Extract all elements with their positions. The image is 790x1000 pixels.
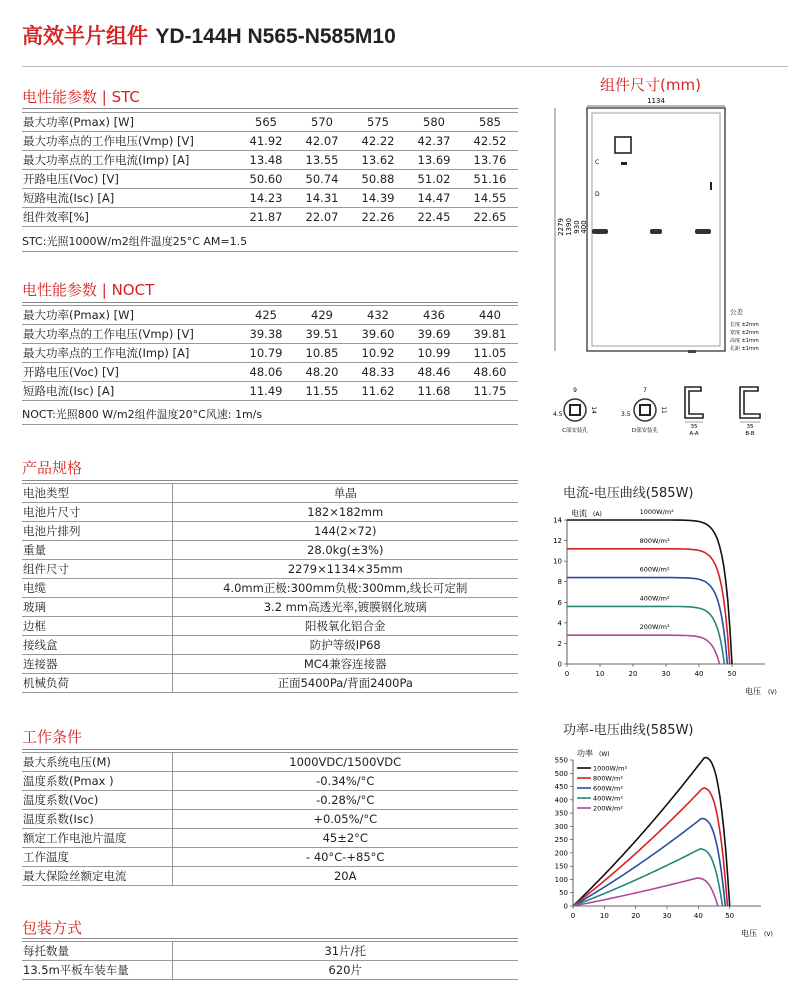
pv-1-x-tick-label: 50: [725, 912, 735, 920]
iv-0-y-tick-label: 10: [553, 557, 562, 566]
table-row: [22, 617, 518, 636]
stc-row-label: 最大功率(Pmax) [W]: [22, 113, 238, 132]
stc-cell: 13.48: [238, 151, 294, 170]
specs-row-value: 28.0kg(±3%): [172, 541, 518, 560]
pv-1-x-unit: (V): [764, 931, 773, 938]
pv-1-y-tick-label: 300: [554, 822, 568, 831]
stc-cell: 565: [238, 113, 294, 132]
noct-cell: 11.75: [462, 382, 518, 401]
stc-cell: 580: [406, 113, 462, 132]
table-row: [22, 829, 518, 848]
noct-cell: 39.60: [350, 325, 406, 344]
svg-text:35: 35: [690, 424, 698, 430]
noct-cell: 425: [238, 306, 294, 325]
iv-0-series-line: [567, 578, 727, 664]
pv-1-y-unit: (W): [599, 751, 610, 758]
noct-table: [22, 305, 518, 401]
pv-1-y-tick-label: 50: [559, 889, 568, 898]
table-row: [22, 961, 518, 980]
iv-legend-label: 400W/m²: [639, 594, 670, 603]
table-row: [22, 132, 518, 151]
cable-right: [695, 229, 711, 234]
conditions-row-value: -0.28%/°C: [172, 791, 518, 810]
pv-1-y-tick-label: 0: [563, 902, 568, 911]
noct-cell: 48.46: [406, 363, 462, 382]
noct-cell: 10.99: [406, 344, 462, 363]
pv-legend-label: 200W/m²: [593, 804, 623, 813]
stc-row-label: 开路电压(Voc) [V]: [22, 170, 238, 189]
noct-row-label: 最大功率(Pmax) [W]: [22, 306, 238, 325]
specs-row-label: 电池片尺寸: [22, 503, 172, 522]
table-row: [22, 503, 518, 522]
conditions-row-label: 最大保险丝额定电流: [22, 867, 172, 886]
iv-0-y-tick-label: 2: [557, 639, 562, 648]
stc-cell: 13.62: [350, 151, 406, 170]
noct-cell: 10.92: [350, 344, 406, 363]
noct-cell: 10.85: [294, 344, 350, 363]
table-row: [22, 674, 518, 693]
stc-cell: 42.52: [462, 132, 518, 151]
noct-note: NOCT:光照800 W/m2组件温度20°C风速: 1m/s: [22, 408, 263, 421]
packaging-row-label: 13.5m平板车装车量: [22, 961, 172, 980]
iv-0-y-tick-label: 14: [553, 516, 562, 525]
page-title: [22, 20, 396, 50]
noct-row-label: 最大功率点的工作电压(Vmp) [V]: [22, 325, 238, 344]
stc-heading: 电性能参数 | STC: [22, 88, 140, 106]
stc-cell: 51.02: [406, 170, 462, 189]
specs-row-value: 2279×1134×35mm: [172, 560, 518, 579]
svg-text:4.5: 4.5: [553, 411, 563, 418]
specs-row-label: 接线盒: [22, 636, 172, 655]
table-row: [22, 942, 518, 961]
table-row: [22, 655, 518, 674]
stc-cell: 14.39: [350, 189, 406, 208]
dimensions-title: 组件尺寸(mm): [600, 76, 701, 94]
width-label: 1134: [647, 97, 665, 105]
noct-cell: 11.49: [238, 382, 294, 401]
table-row: [22, 344, 518, 363]
tolerance-width: 宽度 ±2mm: [730, 330, 759, 336]
noct-cell: 11.55: [294, 382, 350, 401]
hole-label-c: C: [595, 159, 600, 166]
specs-row-label: 重量: [22, 541, 172, 560]
conditions-heading-line: [22, 749, 518, 750]
specs-row-value: 144(2×72): [172, 522, 518, 541]
detail-d-label: D部安装孔: [631, 428, 659, 434]
specs-row-label: 边框: [22, 617, 172, 636]
iv-0-x-tick-label: 40: [694, 670, 704, 678]
stc-heading-line: [22, 108, 518, 109]
noct-cell: 39.51: [294, 325, 350, 344]
title-cn: 高效半片组件: [22, 24, 148, 48]
cable-left: [592, 229, 608, 234]
detail-d: [621, 387, 667, 434]
iv-0-series-line: [567, 635, 720, 664]
table-row: [22, 363, 518, 382]
conditions-row-value: 1000VDC/1500VDC: [172, 753, 518, 772]
noct-heading: 电性能参数 | NOCT: [22, 281, 155, 299]
table-row: [22, 306, 518, 325]
conditions-row-label: 温度系数(Voc): [22, 791, 172, 810]
table-row: [22, 325, 518, 344]
stc-cell: 14.47: [406, 189, 462, 208]
specs-row-label: 玻璃: [22, 598, 172, 617]
stc-note-line: [22, 251, 518, 252]
iv-0-x-label: 电压: [745, 687, 761, 696]
specs-row-label: 组件尺寸: [22, 560, 172, 579]
table-row: [22, 560, 518, 579]
specs-row-value: 阳极氧化铝合金: [172, 617, 518, 636]
svg-text:3.5: 3.5: [621, 411, 631, 418]
pv-1-y-label: 功率: [577, 749, 593, 758]
noct-cell: 436: [406, 306, 462, 325]
conditions-table: [22, 752, 518, 886]
iv-legend-label: 800W/m²: [639, 536, 670, 545]
noct-row-label: 短路电流(Isc) [A]: [22, 382, 238, 401]
pv-1-y-tick-label: 450: [554, 783, 568, 792]
noct-heading-line: [22, 302, 518, 303]
packaging-row-label: 每托数量: [22, 942, 172, 961]
noct-cell: 48.06: [238, 363, 294, 382]
pv-1-y-tick-label: 250: [554, 836, 568, 845]
stc-cell: 51.16: [462, 170, 518, 189]
stc-cell: 21.87: [238, 208, 294, 227]
stc-cell: 50.88: [350, 170, 406, 189]
table-row: [22, 848, 518, 867]
specs-row-value: 正面5400Pa/背面2400Pa: [172, 674, 518, 693]
stc-cell: 575: [350, 113, 406, 132]
svg-text:11: 11: [660, 406, 667, 414]
stc-row-label: 最大功率点的工作电压(Vmp) [V]: [22, 132, 238, 151]
detail-c: [553, 387, 597, 434]
pv-legend-label: 1000W/m²: [593, 764, 628, 773]
noct-cell: 440: [462, 306, 518, 325]
conditions-row-value: 45±2°C: [172, 829, 518, 848]
pv-legend-label: 400W/m²: [593, 794, 623, 803]
tolerance-height: 高度 ±1mm: [730, 338, 759, 344]
stc-cell: 570: [294, 113, 350, 132]
iv-0-y-tick-label: 8: [557, 578, 562, 587]
iv-0-y-label: 电流: [571, 509, 587, 518]
stc-cell: 41.92: [238, 132, 294, 151]
tolerance-length: 长度 ±2mm: [730, 322, 759, 328]
stc-cell: 50.60: [238, 170, 294, 189]
stc-cell: 13.76: [462, 151, 518, 170]
noct-cell: 432: [350, 306, 406, 325]
noct-row-label: 开路电压(Voc) [V]: [22, 363, 238, 382]
packaging-heading: 包装方式: [22, 919, 83, 937]
table-row: [22, 579, 518, 598]
height-label-930: 930: [573, 220, 581, 234]
pv-1-y-tick-label: 200: [554, 849, 568, 858]
packaging-row-value: 620片: [172, 961, 518, 980]
packaging-heading-line: [22, 938, 518, 939]
table-row: [22, 484, 518, 503]
conditions-row-value: - 40°C-+85°C: [172, 848, 518, 867]
noct-note-line: [22, 424, 518, 425]
stc-cell: 22.45: [406, 208, 462, 227]
stc-table: [22, 112, 518, 227]
packaging-table: [22, 941, 518, 980]
stc-cell: 13.55: [294, 151, 350, 170]
stc-row-label: 组件效率[%]: [22, 208, 238, 227]
height-label-400: 400: [580, 220, 588, 234]
noct-cell: 39.69: [406, 325, 462, 344]
pv-1-y-tick-label: 150: [554, 862, 568, 871]
junction-box: [615, 137, 631, 153]
table-row: [22, 382, 518, 401]
section-b-label: B-B: [745, 431, 755, 437]
specs-row-value: 4.0mm正极:300mm负极:300mm,线长可定制: [172, 579, 518, 598]
label-marker: [621, 162, 627, 165]
table-row: [22, 772, 518, 791]
section-b-b: [740, 387, 760, 437]
iv-legend-label: 200W/m²: [639, 623, 670, 632]
tolerance-title: 公差: [730, 308, 743, 316]
stc-cell: 22.65: [462, 208, 518, 227]
stc-cell: 42.22: [350, 132, 406, 151]
pv-1-y-tick-label: 500: [554, 769, 568, 778]
stc-cell: 14.55: [462, 189, 518, 208]
mount-hole-right: [710, 182, 712, 190]
table-row: [22, 598, 518, 617]
conditions-row-value: 20A: [172, 867, 518, 886]
noct-row-label: 最大功率点的工作电流(Imp) [A]: [22, 344, 238, 363]
specs-row-value: 182×182mm: [172, 503, 518, 522]
iv-legend-label: 1000W/m²: [639, 508, 674, 516]
svg-text:14: 14: [590, 406, 597, 414]
table-row: [22, 810, 518, 829]
height-label-2279: 2279: [557, 218, 565, 236]
pv-legend-label: 600W/m²: [593, 784, 623, 793]
table-row: [22, 189, 518, 208]
stc-cell: 22.07: [294, 208, 350, 227]
stc-cell: 13.69: [406, 151, 462, 170]
stc-row-label: 最大功率点的工作电流(Imp) [A]: [22, 151, 238, 170]
pv-1-y-tick-label: 350: [554, 809, 568, 818]
iv-0-x-unit: (V): [768, 689, 777, 696]
table-row: [22, 541, 518, 560]
conditions-row-label: 温度系数(Pmax ): [22, 772, 172, 791]
stc-cell: 50.74: [294, 170, 350, 189]
stc-note: STC:光照1000W/m2组件温度25°C AM=1.5: [22, 235, 248, 248]
specs-row-value: 单晶: [172, 484, 518, 503]
pv-1-y-tick-label: 550: [554, 756, 568, 765]
table-row: [22, 113, 518, 132]
specs-row-label: 电缆: [22, 579, 172, 598]
svg-text:9: 9: [573, 387, 577, 394]
iv-0-x-tick-label: 10: [595, 670, 605, 678]
noct-cell: 10.79: [238, 344, 294, 363]
pv-1-y-tick-label: 400: [554, 796, 568, 805]
table-row: [22, 636, 518, 655]
conditions-row-label: 最大系统电压(M): [22, 753, 172, 772]
specs-heading: 产品规格: [22, 459, 83, 477]
pv-1-series-line: [573, 818, 725, 906]
noct-cell: 11.05: [462, 344, 518, 363]
iv-chart-title: 电流-电压曲线(585W): [563, 486, 694, 501]
stc-cell: 22.26: [350, 208, 406, 227]
specs-row-label: 连接器: [22, 655, 172, 674]
iv-0-y-tick-label: 6: [557, 598, 562, 607]
tolerance-pitch: 孔距 ±1mm: [730, 346, 759, 352]
specs-row-label: 机械负荷: [22, 674, 172, 693]
table-row: [22, 151, 518, 170]
iv-chart: [535, 505, 785, 696]
iv-0-y-tick-label: 0: [557, 660, 562, 669]
table-row: [22, 170, 518, 189]
header-divider: [22, 66, 788, 67]
iv-0-y-tick-label: 12: [553, 537, 562, 546]
noct-cell: 48.60: [462, 363, 518, 382]
stc-row-label: 短路电流(Isc) [A]: [22, 189, 238, 208]
cable-center: [650, 229, 662, 234]
iv-0-y-unit: (A): [593, 511, 602, 518]
table-row: [22, 522, 518, 541]
title-model: YD-144H N565-N585M10: [155, 25, 396, 48]
noct-cell: 39.38: [238, 325, 294, 344]
noct-cell: 48.20: [294, 363, 350, 382]
svg-text:7: 7: [643, 387, 647, 394]
conditions-row-value: +0.05%/°C: [172, 810, 518, 829]
table-row: [22, 208, 518, 227]
specs-row-value: 3.2 mm高透光率,镀膜钢化玻璃: [172, 598, 518, 617]
section-a-label: A-A: [689, 431, 699, 437]
pv-1-x-tick-label: 0: [570, 912, 576, 920]
specs-table: [22, 483, 518, 693]
pv-1-x-tick-label: 40: [693, 912, 703, 920]
pv-1-y-tick-label: 100: [554, 875, 568, 884]
conditions-row-label: 额定工作电池片温度: [22, 829, 172, 848]
conditions-row-label: 工作温度: [22, 848, 172, 867]
section-a-a: [685, 387, 703, 437]
pv-legend-label: 800W/m²: [593, 774, 623, 783]
specs-row-label: 电池类型: [22, 484, 172, 503]
specs-row-value: MC4兼容连接器: [172, 655, 518, 674]
packaging-row-value: 31片/托: [172, 942, 518, 961]
detail-c-label: C部安装孔: [562, 428, 588, 434]
conditions-row-value: -0.34%/°C: [172, 772, 518, 791]
noct-cell: 39.81: [462, 325, 518, 344]
iv-0-x-tick-label: 0: [564, 670, 570, 678]
iv-0-x-tick-label: 30: [661, 670, 671, 678]
noct-cell: 11.68: [406, 382, 462, 401]
noct-cell: 48.33: [350, 363, 406, 382]
hole-label-d: D: [595, 191, 600, 198]
pv-1-x-tick-label: 30: [662, 912, 672, 920]
table-row: [22, 867, 518, 886]
pv-1-x-tick-label: 20: [631, 912, 641, 920]
pv-1-x-tick-label: 10: [599, 912, 609, 920]
pv-chart: [535, 742, 785, 937]
stc-cell: 42.07: [294, 132, 350, 151]
iv-0-x-tick-label: 20: [628, 670, 638, 678]
conditions-heading: 工作条件: [22, 728, 83, 746]
noct-cell: 11.62: [350, 382, 406, 401]
iv-0-x-tick-label: 50: [727, 670, 737, 678]
noct-cell: 429: [294, 306, 350, 325]
stc-cell: 585: [462, 113, 518, 132]
module-drawing: [535, 92, 785, 437]
stc-cell: 42.37: [406, 132, 462, 151]
specs-row-label: 电池片排列: [22, 522, 172, 541]
drain-hole: [688, 350, 696, 353]
iv-0-y-tick-label: 4: [557, 619, 562, 628]
specs-row-value: 防护等级IP68: [172, 636, 518, 655]
stc-cell: 14.23: [238, 189, 294, 208]
svg-text:35: 35: [746, 424, 754, 430]
table-row: [22, 791, 518, 810]
conditions-row-label: 温度系数(Isc): [22, 810, 172, 829]
table-row: [22, 753, 518, 772]
pv-chart-title: 功率-电压曲线(585W): [563, 723, 694, 738]
stc-cell: 14.31: [294, 189, 350, 208]
specs-heading-line: [22, 480, 518, 481]
height-label-1390: 1390: [565, 218, 573, 236]
iv-legend-label: 600W/m²: [639, 565, 670, 574]
pv-1-x-label: 电压: [741, 929, 757, 938]
